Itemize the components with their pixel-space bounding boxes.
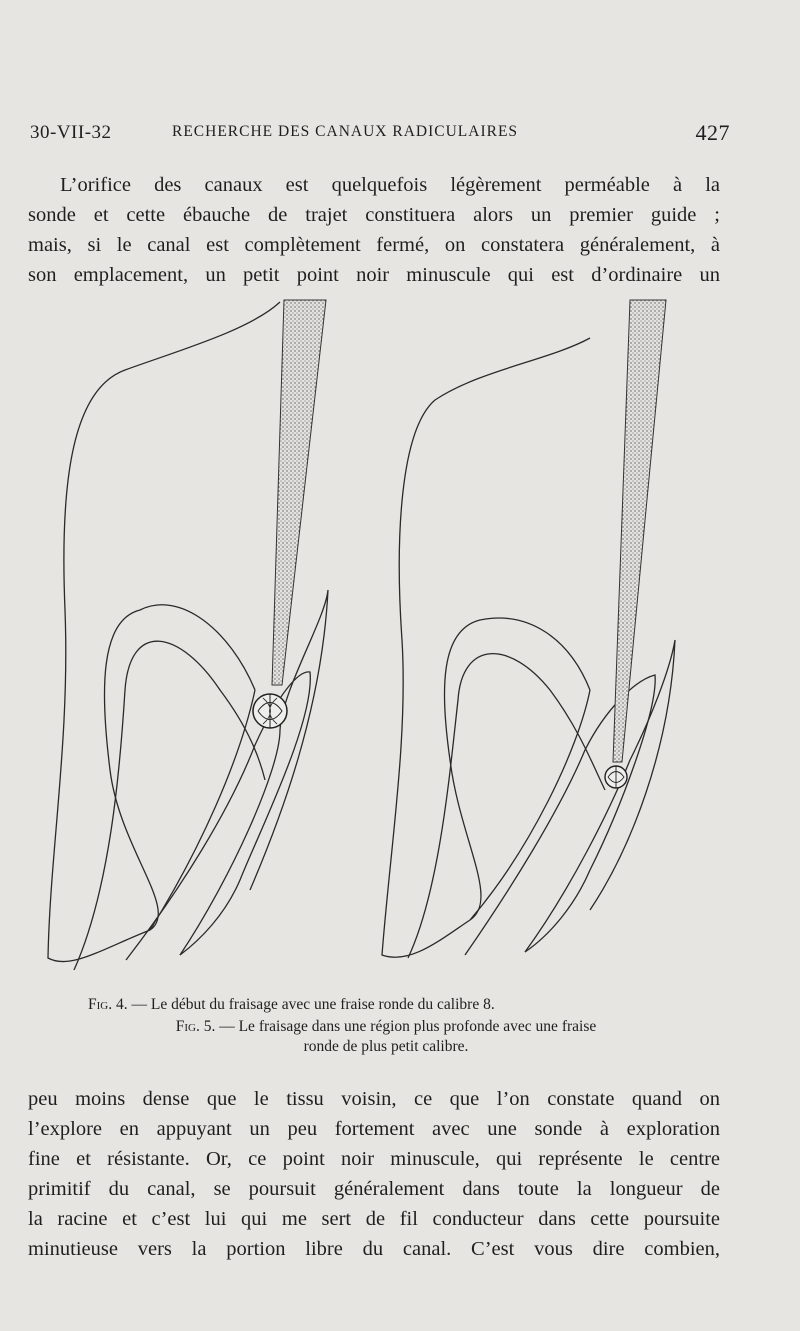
fig4-drill-shaft — [272, 300, 326, 685]
text-line: son emplacement, un petit point noir minuscule qui est d’ordinaire un — [28, 264, 720, 286]
text-line: L’orifice des canaux est quelquefois légèrement perméable à la — [60, 174, 720, 196]
fig4-round-bur — [253, 694, 287, 728]
tooth-root-illustration — [30, 290, 730, 990]
text-line: mais, si le canal est complètement fermé, on constatera généralement, à — [28, 234, 720, 256]
text-line: minutieuse vers la portion libre du canal. C’est vous dire combien, — [28, 1238, 720, 1260]
figure-5-caption — [56, 1017, 716, 1057]
running-head-title: RECHERCHE DES CANAUX RADICULAIRES — [172, 123, 519, 140]
figure-5-text-line1: — Le fraisage dans une région plus profonde avec une fraise — [215, 1018, 597, 1035]
figure-5-text-line2: ronde de plus petit calibre. — [303, 1038, 469, 1055]
figure-4-caption — [88, 995, 788, 1015]
page-number: 427 — [695, 120, 730, 145]
text-line: l’explore en appuyant un peu fortement avec une sonde à exploration — [28, 1118, 720, 1140]
paragraph-top — [28, 170, 720, 290]
text-line: la racine et c’est lui qui me sert de fil conducteur dans cette poursuite — [28, 1208, 720, 1230]
figure-4-label: Fig. 4. — [88, 996, 128, 1013]
text-line: fine et résistante. Or, ce point noir minuscule, qui représente le centre — [28, 1148, 720, 1170]
paragraph-bottom — [28, 1084, 720, 1264]
running-head — [30, 120, 730, 150]
fig5-drill-shaft — [613, 300, 666, 762]
figure-5-label: Fig. 5. — [175, 1018, 216, 1035]
text-line: peu moins dense que le tissu voisin, ce que l’on constate quand on — [28, 1088, 720, 1110]
text-line: sonde et cette ébauche de trajet constituera alors un premier guide ; — [28, 204, 720, 226]
figure-4-text: — Le début du fraisage avec une fraise ronde du calibre 8. — [127, 996, 495, 1013]
running-head-date: 30-VII-32 — [30, 122, 112, 143]
text-line: primitif du canal, se poursuit généralement dans toute la longueur de — [28, 1178, 720, 1200]
fig5-round-bur — [605, 766, 627, 788]
